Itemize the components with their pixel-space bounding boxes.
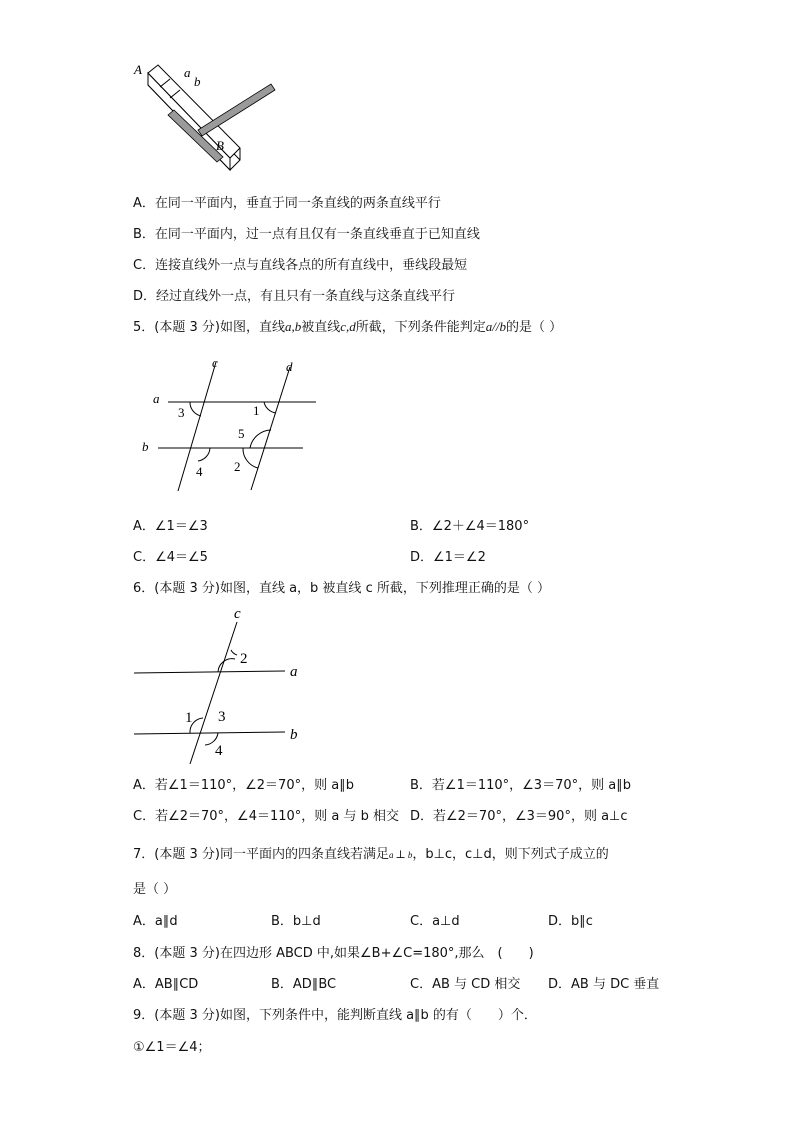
ruler-label-B: B — [216, 138, 224, 153]
q5-fig-3: 3 — [178, 405, 185, 420]
q5-fig-b: b — [142, 439, 149, 454]
q5-stem-end: 的是（ ） — [506, 320, 563, 335]
q4-option-b: B．在同一平面内，过一点有且仅有一条直线垂直于已知直线 — [133, 227, 480, 242]
q6-option-a: A．若∠1＝110°，∠2＝70°，则 a∥b — [133, 778, 354, 793]
q6-figure — [130, 600, 320, 770]
q5-stem — [133, 316, 562, 335]
ruler-figure — [128, 60, 288, 175]
q5-fig-a: a — [153, 391, 160, 406]
q6-option-d: D．若∠2＝70°，∠3＝90°，则 a⊥c — [410, 809, 628, 824]
q5-fig-5: 5 — [238, 426, 245, 441]
q5-fig-2: 2 — [234, 459, 241, 474]
q8-stem: 8．(本题 3 分)在四边形 ABCD 中,如果∠B+∠C=180°,那么 ( ) — [133, 946, 534, 961]
q9-stem: 9．(本题 3 分)如图，下列条件中，能判断直线 a∥b 的有（ ）个． — [133, 1008, 537, 1023]
q7-option-b: B．b⊥d — [271, 914, 321, 929]
ruler-label-b: b — [194, 74, 201, 89]
q8-option-a: A．AB∥CD — [133, 977, 199, 992]
q5-option-c: C．∠4＝∠5 — [133, 550, 208, 565]
ruler-label-A: A — [134, 62, 142, 77]
q5-option-a: A．∠1＝∠3 — [133, 519, 208, 534]
q8-option-d: D．AB 与 DC 垂直 — [548, 977, 660, 992]
q5-option-d: D．∠1＝∠2 — [410, 550, 486, 565]
q7-stem-fraction — [388, 848, 413, 861]
q7-stem-frac-a: a — [388, 849, 394, 860]
q5-stem-mid: 被直线 — [301, 320, 341, 335]
q5-fig-c: c — [212, 355, 218, 370]
q6-option-c: C．若∠2＝70°，∠4＝110°，则 a 与 b 相交 — [133, 809, 400, 824]
q6-fig-2: 2 — [240, 651, 248, 667]
q5-fig-1: 1 — [253, 403, 260, 418]
q5-fig-4: 4 — [196, 464, 203, 479]
q7-stem-suffix: ，b⊥c，c⊥d，则下列式子成立的 — [412, 847, 609, 862]
q7-option-a: A．a∥d — [133, 914, 178, 929]
ruler-label-a: a — [184, 65, 191, 80]
q7-stem-line2: 是（ ） — [133, 882, 177, 897]
q7-stem — [133, 843, 609, 862]
q5-figure — [138, 355, 323, 495]
q8-option-b: B．AD∥BC — [271, 977, 337, 992]
q5-option-b: B．∠2＋∠4＝180° — [410, 519, 530, 534]
q5-stem-rel: a//b — [485, 319, 506, 334]
q7-option-d: D．b∥c — [548, 914, 593, 929]
q5-stem-ab: a,b — [284, 319, 302, 334]
q6-stem: 6．(本题 3 分)如图，直线 a，b 被直线 c 所截，下列推理正确的是（ ） — [133, 581, 550, 596]
q5-stem-cd: c,d — [340, 319, 356, 334]
q7-stem-prefix: 7．(本题 3 分)同一平面内的四条直线若满足 — [133, 847, 389, 862]
q6-option-b: B．若∠1＝110°，∠3＝70°，则 a∥b — [410, 778, 631, 793]
q6-fig-c: c — [234, 606, 241, 622]
q7-option-c: C．a⊥d — [410, 914, 460, 929]
q5-fig-d: d — [286, 359, 293, 374]
q4-option-d: D．经过直线外一点，有且只有一条直线与这条直线平行 — [133, 289, 456, 304]
q7-stem-frac-b: b — [407, 849, 413, 860]
q5-stem-suffix: 所截，下列条件能判定 — [355, 320, 486, 335]
q8-option-c: C．AB 与 CD 相交 — [410, 977, 521, 992]
q6-fig-4: 4 — [215, 743, 223, 759]
q4-option-a: A．在同一平面内，垂直于同一条直线的两条直线平行 — [133, 196, 441, 211]
q5-stem-prefix: 5．(本题 3 分)如图，直线 — [133, 320, 285, 335]
q6-fig-a: a — [290, 664, 298, 680]
q7-stem-perp: ⊥ — [395, 848, 406, 861]
q9-item-1: ①∠1＝∠4； — [133, 1040, 211, 1055]
q6-fig-b: b — [290, 727, 298, 743]
q6-fig-1: 1 — [185, 710, 193, 726]
q4-option-c: C．连接直线外一点与直线各点的所有直线中，垂线段最短 — [133, 258, 468, 273]
q6-fig-3: 3 — [218, 709, 226, 725]
